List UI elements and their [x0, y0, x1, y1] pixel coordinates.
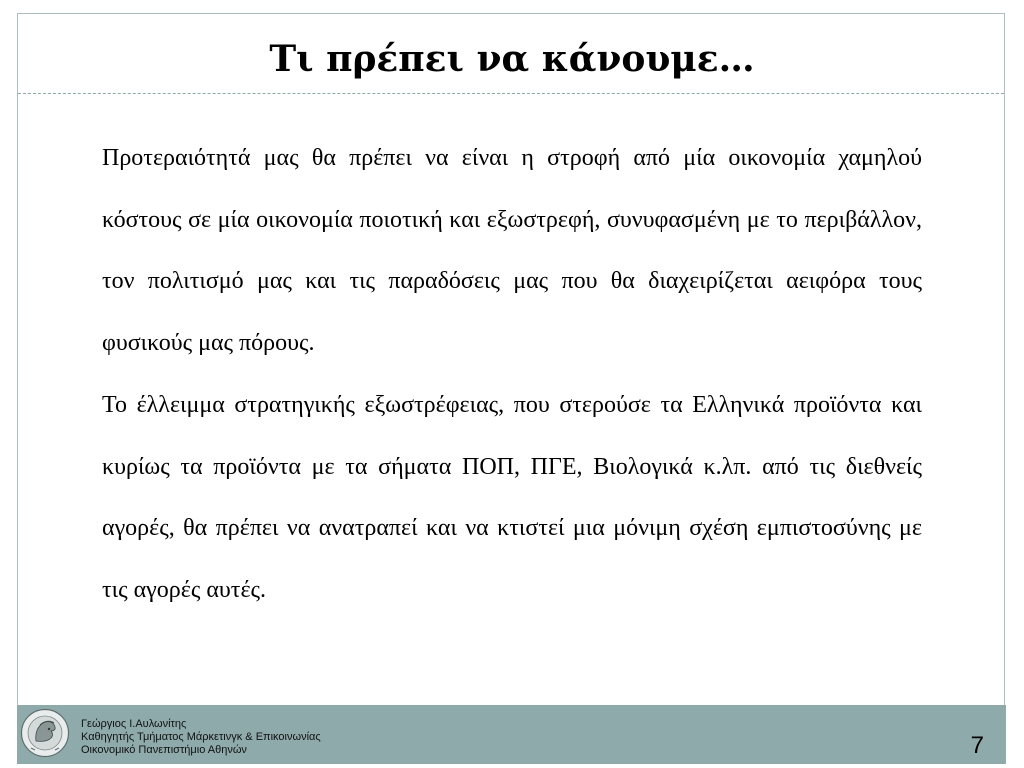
footer-university: Οικονομικό Πανεπιστήμιο Αθηνών: [81, 744, 247, 756]
slide-footer: [17, 705, 1006, 764]
footer-author: Γεώργιος Ι.Αυλωνίτης: [81, 718, 187, 730]
slide-body: [102, 128, 922, 621]
footer-author-block: [81, 718, 321, 757]
paragraph-export-deficit: Το έλλειμμα στρατηγικής εξωστρέφειας, που στερούσε τα Ελληνικά προϊόντα και κυρίως τα προϊόντα με τα σήματα ΠΟΠ, ΠΓΕ, Βιολογικά κ.λπ. από τις διεθνείς αγορές, θα πρέπει να ανατραπεί και να κτιστεί μια μόνιμη σχέση εμπιστοσύνης με τις αγορές αυτές.: [102, 392, 922, 603]
page-number: 7: [970, 732, 984, 759]
university-seal-icon: [20, 708, 70, 758]
paragraph-priority: Προτεραιότητά μας θα πρέπει να είναι η στροφή από μία οικονομία χαμηλού κόστους σε μία οικονομία ποιοτική και εξωστρεφή, συνυφασμένη με το περιβάλλον, τον πολιτισμό μας και τις παραδόσεις μας που θα διαχειρίζεται αειφόρα τους φυσικούς μας πόρους.: [102, 145, 922, 356]
title-divider: [18, 93, 1004, 94]
footer-position: Καθηγητής Τμήματος Μάρκετινγκ & Επικοινωνίας: [81, 731, 321, 743]
slide-title: Τι πρέπει να κάνουμε…: [269, 38, 755, 80]
